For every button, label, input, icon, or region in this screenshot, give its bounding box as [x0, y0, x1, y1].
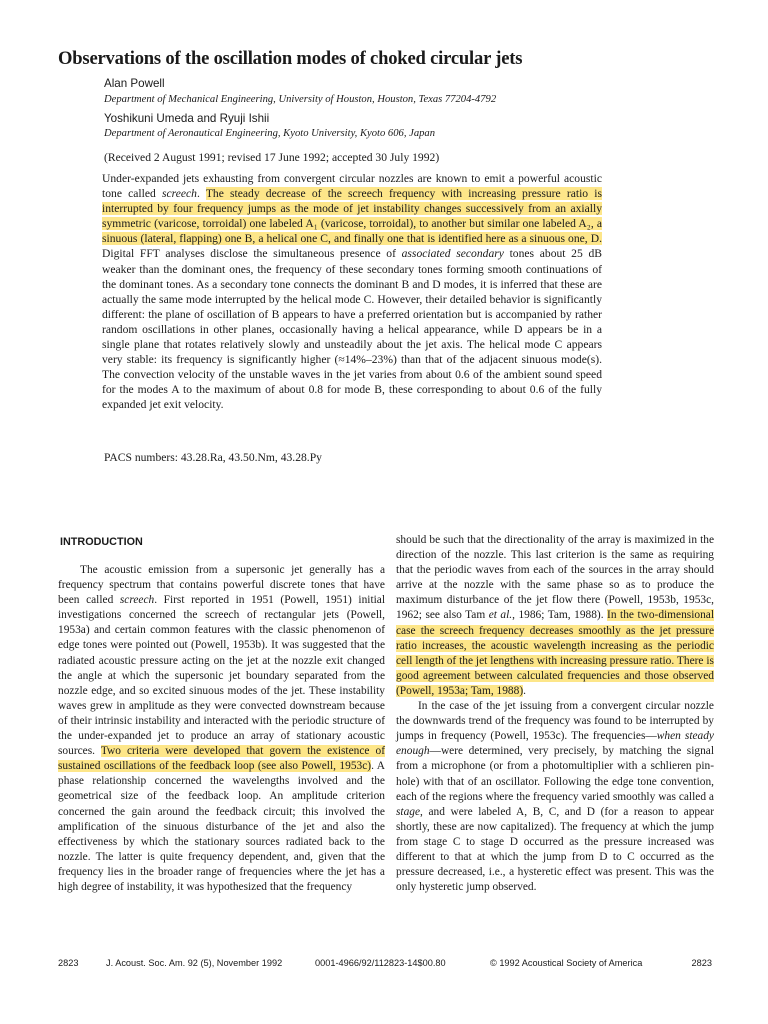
journal-citation: J. Acoust. Soc. Am. 92 (5), November 1992	[106, 958, 283, 968]
intro-left-column: The acoustic emission from a supersonic jet generally has a frequency spectrum that contains powerful discrete tones that have been called screech. First reported in 1951 (Powell, 1951) initial investigations concerned the screech of rectangular jets (Powell, 1953a) and certain common features with the classic phenomenon of edge tones were pointed out (Powell, 1953b). It was suggested that the radiated acoustic pressure acting on the jet at the nozzle exit changed the angle at which the supersonic jet boundary separated from the nozzle edge, and so excited sinuous modes of the jet. These instability waves grew in amplitude as they were convected downstream because of their intrinsic instability and interacted with the periodic structure of the under-expanded jet to produce an array of stationary acoustic sources. Two criteria were developed that govern the existence of sustained oscillations of the feedback loop (see also Powell, 1953c). A phase relationship concerned the wavelengths involved and the geometrical size of the feedback loop. An amplitude criterion concerned the gain around the feedback circuit; this involved the amplification of the sinuous disturbance of the jet and also the effectiveness by which the stationary sources radiated back to the nozzle. The latter is quite frequency dependent, and, given that the frequency lies in the broader range of frequencies where the jet has a high degree of instability, it was hypothesized that the frequency	[58, 564, 385, 893]
page-footer	[58, 958, 712, 972]
article-code: 0001-4966/92/112823-14$00.80	[315, 958, 446, 968]
copyright: © 1992 Acoustical Society of America	[490, 958, 643, 968]
intro-right-column	[396, 533, 714, 895]
pacs-numbers: PACS numbers: 43.28.Ra, 43.50.Nm, 43.28.Py	[104, 451, 322, 464]
received-dates: (Received 2 August 1991; revised 17 June 1992; accepted 30 July 1992)	[104, 151, 440, 164]
paragraph: In the case of the jet issuing from a convergent circular nozzle the downwards trend of the frequency was found to be interrupted by jumps in frequency (Powell, 1953c). The frequencies—when steady enough—were determined, very precisely, by matching the signal from a microphone (or from a photomultiplier with a schlieren pin-hole) with that of an oscillator. Following the edge tone convention, each of the regions where the frequency varied smoothly was called a stage, and were labeled A, B, C, and D (for a reason to appear shortly, these are now capitalized). The frequency at which the jump from stage C to stage D occurred as the pressure increased was different to that at which the jump from D to C occurred as the pressure decreased, i.e., a hysteretic effect was present. This was the only hysteretic jump observed.	[396, 700, 714, 894]
author-affiliation: Department of Aeronautical Engineering, Kyoto University, Kyoto 606, Japan	[104, 128, 436, 139]
highlighted-text: The steady decrease of the screech frequency with increasing pressure ratio is interrupted by four frequency jumps as the mode of jet instability changes successively from an axially symmetric (varicose, torroidal) one labeled A₁ (varicose, torroidal), to another but similar one labeled A₂, a sinuous (lateral, flapping) one B, a helical one C, and finally one that is identified here as a sinuous one, D.	[102, 187, 602, 246]
highlighted-text: Two criteria were developed that govern the existence of sustained oscillations of the feedback loop (see also Powell, 1953c)	[58, 745, 385, 773]
author-name: Alan Powell	[104, 77, 165, 90]
author-affiliation: Department of Mechanical Engineering, University of Houston, Houston, Texas 77204-4792	[104, 94, 497, 105]
paper-title: Observations of the oscillation modes of choked circular jets	[58, 48, 523, 69]
abstract: Under-expanded jets exhausting from convergent circular nozzles are known to emit a powerful acoustic tone called screech. The steady decrease of the screech frequency with increasing pressure ratio is interrupted by four frequency jumps as the mode of jet instability changes successively from an axially symmetric (varicose, torroidal) one labeled A₁ (varicose, torroidal), to another but similar one labeled A₂, a sinuous (lateral, flapping) one B, a helical one C, and finally one that is identified here as a sinuous one, D. Digital FFT analyses disclose the simultaneous presence of associated secondary tones about 25 dB weaker than the dominant ones, the frequency of these secondary tones forming smooth continuations of the dominant tones. As a secondary tone connects the dominant B and D modes, it is inferred that these are actually the same mode interrupted by the helical mode C. However, their detailed behavior is significantly different: the plane of oscillation of B appears to have a preferred orientation but is accompanied by rather random oscillations in other planes, occasionally having a helical appearance, while D appears be in a single plane that rotates relatively slowly and unsteadily about the jet axis. The helical mode C appears very stable: its frequency is significantly higher (≈14%–23%) than that of the adjacent sinuous mode(s). The convection velocity of the unstable waves in the jet varies from about 0.6 of the ambient sound speed for the modes A to the maximum of about 0.8 for mode B, these corresponding to about 0.6 of the fully expanded jet exit velocity.	[102, 172, 602, 412]
page-number: 2823	[691, 958, 712, 968]
section-heading: INTRODUCTION	[60, 536, 143, 548]
author-name: Yoshikuni Umeda and Ryuji Ishii	[104, 112, 270, 125]
highlighted-text: In the two-dimensional case the screech frequency decreases smoothly as the jet pressure ratio increases, the acoustic wavelength increasing as the periodic cell length of the jet lengthens with increasing pressure ratio. There is good agreement between calculated frequencies and those observed (Powell, 1953a; Tam, 1988)	[396, 609, 714, 697]
page-number: 2823	[58, 958, 79, 968]
paragraph: should be such that the directionality of the array is maximized in the direction of the nozzle. This last criterion is the same as requiring that the periodic waves from each of the sources in the array should arrive at the nozzle with the same phase so as to produce the maximum disturbance of the jet flow there (Powell, 1953b, 1953c, 1962; see also Tam et al., 1986; Tam, 1988). In the two-dimensional case the screech frequency decreases smoothly as the jet pressure ratio increases, the acoustic wavelength increasing as the periodic cell length of the jet lengthens with increasing pressure ratio. There is good agreement between calculated frequencies and those observed (Powell, 1953a; Tam, 1988).	[396, 534, 714, 697]
